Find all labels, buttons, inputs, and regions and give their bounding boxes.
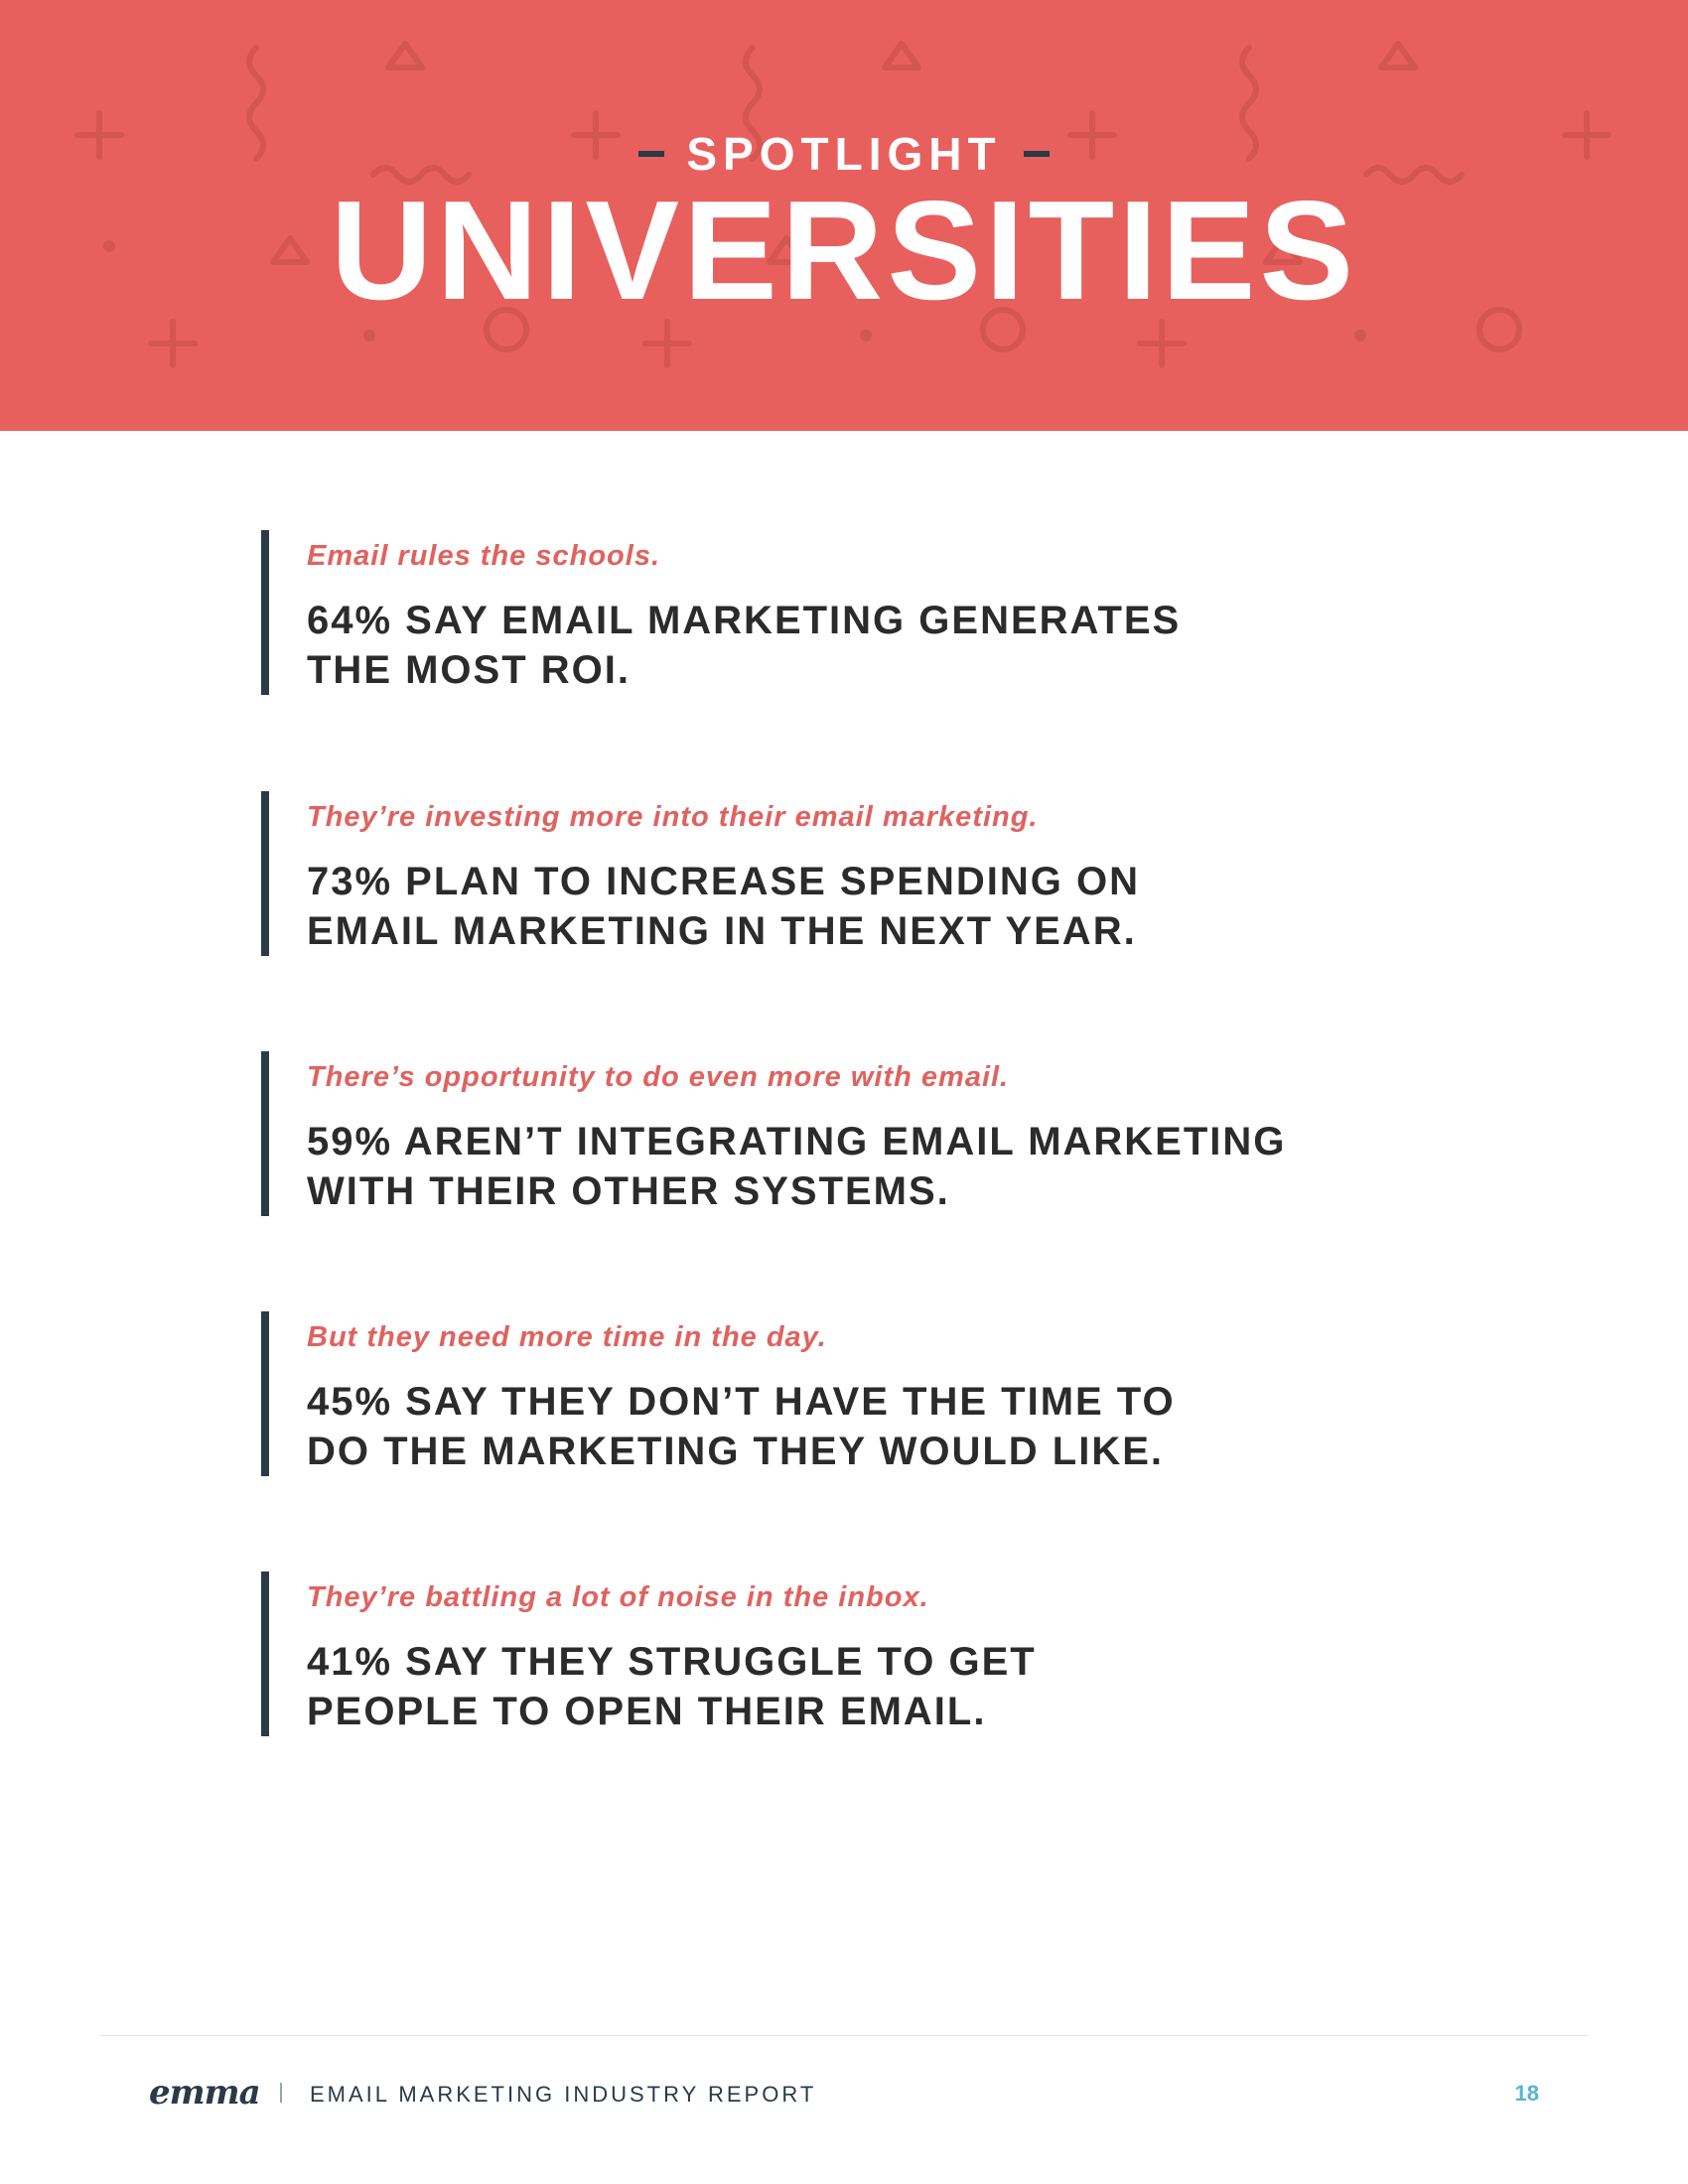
footer-separator — [280, 2083, 282, 2103]
stat-headline — [307, 596, 1399, 695]
dot-icon — [860, 330, 872, 341]
stat-headline-line: 59% AREN’T INTEGRATING EMAIL MARKETING — [307, 1120, 1287, 1163]
stat-headline — [307, 857, 1399, 956]
kicker-text: SPOTLIGHT — [686, 128, 1002, 180]
triangle-icon — [885, 44, 918, 68]
stat-block-email-roi — [261, 530, 1453, 695]
stat-headline — [307, 1637, 1399, 1736]
stat-headline-line: 45% SAY THEY DON’T HAVE THE TIME TO — [307, 1380, 1176, 1424]
report-title: EMAIL MARKETING INDUSTRY REPORT — [310, 2082, 817, 2107]
page-title: UNIVERSITIES — [330, 172, 1358, 330]
page-number: 18 — [1514, 2081, 1539, 2106]
stat-headline-line: EMAIL MARKETING IN THE NEXT YEAR. — [307, 909, 1137, 953]
spotlight-banner — [0, 0, 1688, 431]
stat-headline-line: 64% SAY EMAIL MARKETING GENERATES — [307, 599, 1182, 642]
triangle-icon — [1381, 44, 1415, 68]
stat-headline-line: PEOPLE TO OPEN THEIR EMAIL. — [307, 1690, 987, 1733]
emma-logo: emma — [149, 2073, 260, 2113]
stat-block-time — [261, 1311, 1453, 1476]
stat-headline-line: THE MOST ROI. — [307, 648, 631, 692]
stat-lead: They’re investing more into their email marketing. — [307, 801, 1039, 833]
stat-block-spending — [261, 791, 1453, 956]
stat-headline-line: WITH THEIR OTHER SYSTEMS. — [307, 1169, 950, 1213]
stat-headline-line: 73% PLAN TO INCREASE SPENDING ON — [307, 860, 1140, 903]
stat-block-open-rates — [261, 1571, 1453, 1736]
stat-lead: They’re battling a lot of noise in the inbox. — [307, 1581, 929, 1613]
plus-icon — [151, 322, 195, 365]
stat-headline — [307, 1117, 1399, 1216]
footer-divider — [99, 2035, 1589, 2036]
dot-icon — [363, 330, 375, 341]
kicker-dash-left — [638, 151, 664, 157]
stat-headline — [307, 1377, 1399, 1476]
stat-lead: But they need more time in the day. — [307, 1321, 827, 1353]
stat-lead: There’s opportunity to do even more with email. — [307, 1061, 1010, 1093]
stat-headline-line: DO THE MARKETING THEY WOULD LIKE. — [307, 1430, 1165, 1473]
stat-block-integration — [261, 1051, 1453, 1216]
kicker-dash-right — [1024, 151, 1050, 157]
dot-icon — [1354, 330, 1366, 341]
stat-headline-line: 41% SAY THEY STRUGGLE TO GET — [307, 1640, 1037, 1684]
triangle-icon — [388, 44, 422, 68]
stat-lead: Email rules the schools. — [307, 540, 660, 572]
